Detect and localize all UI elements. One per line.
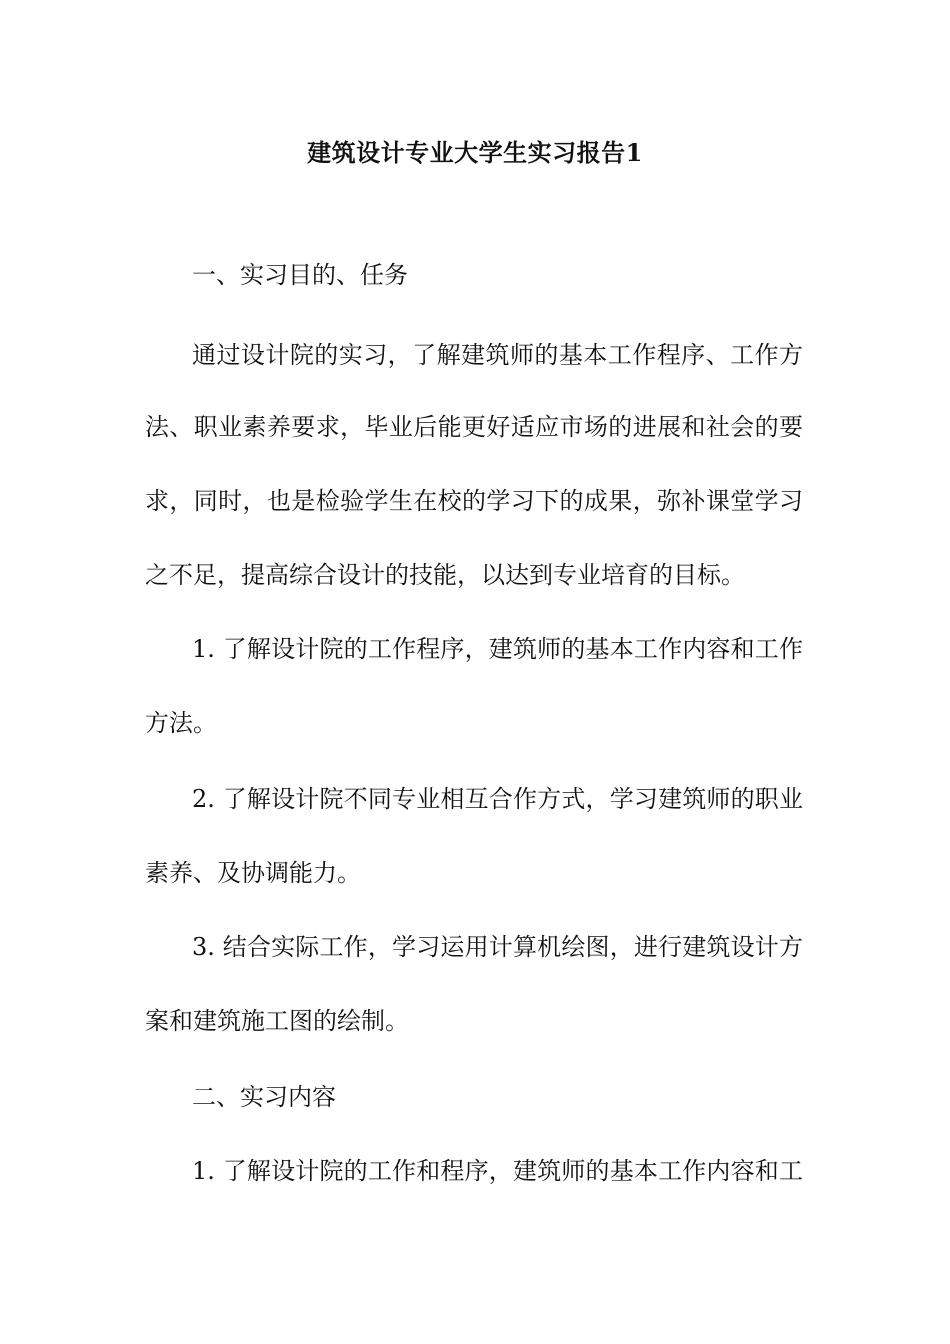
list-item-line: 2. 了解设计院不同专业相互合作方式，学习建筑师的职业 — [192, 785, 803, 813]
paragraph-line: 通过设计院的实习，了解建筑师的基本工作程序、工作方 — [192, 341, 803, 369]
list-item-line: 案和建筑施工图的绘制。 — [145, 1007, 409, 1035]
list-item-line: 方法。 — [145, 709, 217, 737]
list-item-line: 3. 结合实际工作，学习运用计算机绘图，进行建筑设计方 — [192, 933, 803, 961]
section-heading-1: 一、实习目的、任务 — [192, 261, 408, 289]
paragraph-line: 之不足，提高综合设计的技能，以达到专业培育的目标。 — [145, 561, 745, 589]
paragraph-line: 求，同时，也是检验学生在校的学习下的成果，弥补课堂学习 — [145, 487, 803, 515]
section-heading-2: 二、实习内容 — [192, 1083, 336, 1111]
document-title: 建筑设计专业大学生实习报告1 — [307, 138, 643, 167]
list-item-line: 1. 了解设计院的工作和程序，建筑师的基本工作内容和工 — [192, 1157, 803, 1185]
list-item-line: 素养、及协调能力。 — [145, 859, 361, 887]
paragraph-line: 法、职业素养要求，毕业后能更好适应市场的进展和社会的要 — [145, 413, 803, 441]
list-item-line: 1. 了解设计院的工作程序，建筑师的基本工作内容和工作 — [192, 635, 803, 663]
